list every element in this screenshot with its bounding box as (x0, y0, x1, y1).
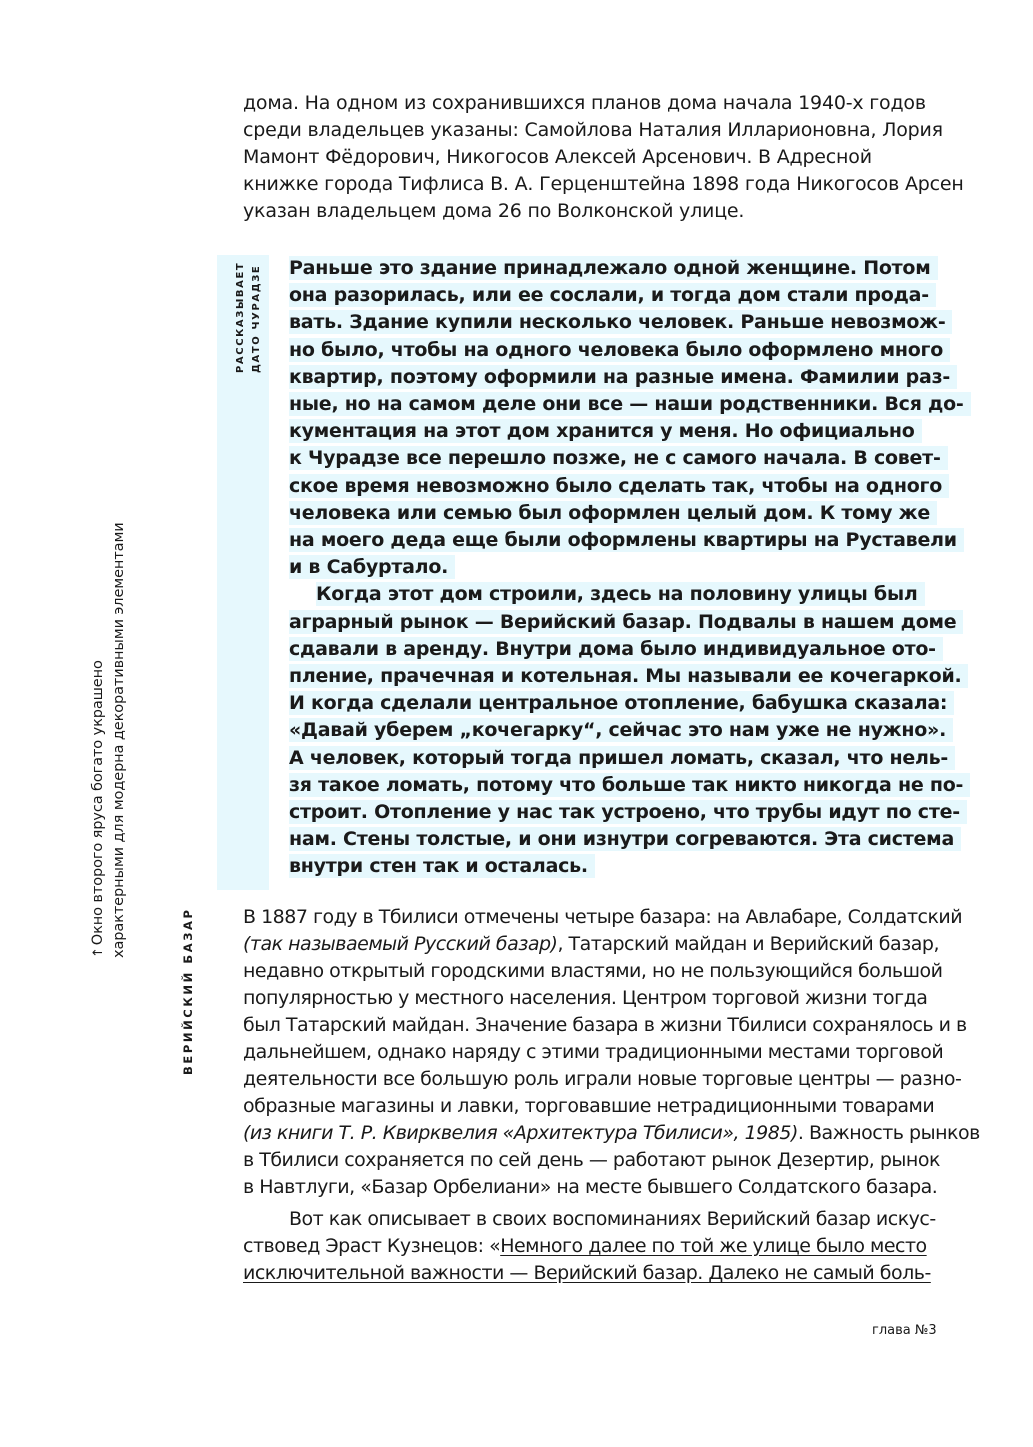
text-line: среди владельцев указаны: Самойлова Наталия Илларионовна, Лория (243, 119, 943, 141)
quote-line: вать. Здание купили несколько человек. Раньше невозмож- (289, 310, 952, 334)
text-line (243, 1260, 935, 1287)
quote-line: внутри стен так и осталась. (289, 854, 595, 878)
text-line: дома. На одном из сохранившихся планов дома начала 1940-х годов (243, 92, 926, 114)
text-line: деятельности все большую роль играли новые торговые центры — разно- (243, 1068, 962, 1090)
text-line (243, 1120, 980, 1147)
quote-narrator-label: РАССКАЗЫВАЕТ (235, 261, 246, 373)
text-line: был Татарский майдан. Значение базара в жизни Тбилиси сохранялось и в (243, 1014, 967, 1036)
text-fragment: Вот как описывает в своих воспоминаниях Верийский базар искус- (289, 1208, 936, 1230)
quote-line: Раньше это здание принадлежало одной женщине. Потом (289, 256, 938, 280)
quote-line: она разорилась, или ее сослали, и тогда дом стали прода- (289, 283, 936, 307)
text-fragment: , Татарский майдан и Верийский базар, (557, 933, 940, 955)
quote-line: кументация на этот дом хранится у меня. Но официально (289, 419, 922, 443)
quote-link[interactable]: Немного далее по той же улице было место (500, 1235, 927, 1257)
quote-narrator-name: ДАТО ЧУРАДЗЕ (251, 264, 262, 373)
quote-line: аграрный рынок — Верийский базар. Подвалы в нашем доме (289, 610, 963, 634)
text-line: недавно открытый городскими властями, но не пользующийся большой (243, 960, 943, 982)
quote-line: ское время невозможно было сделать так, чтобы на одного (289, 474, 949, 498)
arrow-up-icon: ↑ (91, 947, 106, 958)
quote-line: «Давай уберем „кочегарку“, сейчас это нам уже не нужно». (289, 718, 953, 742)
quote-line: на моего деда еще были оформлены квартиры на Руставели (289, 528, 964, 552)
text-line: дальнейшем, однако наряду с этими традиционными местами торговой (243, 1041, 944, 1063)
quote-line: пление, прачечная и котельная. Мы называли ее кочегаркой. (289, 664, 968, 688)
quote-line: ные, но на самом деле они все — наши родственники. Вся до- (289, 392, 971, 416)
text-line (243, 931, 940, 958)
quote-line: А человек, который тогда пришел ломать, сказал, что нель- (289, 746, 955, 770)
text-line: популярностью у местного населения. Центром торговой жизни тогда (243, 987, 928, 1009)
quote-line: и в Сабуртало. (289, 555, 455, 579)
section-heading: ВЕРИЙСКИЙ БАЗАР (181, 907, 195, 1075)
quote-line: квартир, поэтому оформили на разные имена. Фамилии раз- (289, 365, 957, 389)
quote-line: И когда сделали центральное отопление, бабушка сказала: (289, 691, 954, 715)
text-line: Мамонт Фёдорович, Никогосов Алексей Арсенович. В Адресной (243, 146, 872, 168)
body-text-top (243, 90, 964, 225)
text-line (243, 1206, 935, 1233)
caption-line: характерными для модерна декоративными элементами (111, 522, 127, 958)
photo-caption (88, 522, 129, 958)
quote-link[interactable]: исключительной важности — Верийский базар. Далеко не самый боль- (243, 1262, 931, 1284)
text-line: В 1887 году в Тбилиси отмечены четыре базара: на Авлабаре, Солдатский (243, 906, 963, 928)
source-citation: (из книги Т. Р. Квирквелия «Архитектура Тбилиси», 1985) (243, 1122, 798, 1144)
text-line: образные магазины и лавки, торговавшие нетрадиционными товарами (243, 1095, 935, 1117)
quote-line: нам. Стены толстые, и они изнутри согреваются. Эта система (289, 827, 961, 851)
text-fragment: . Важность рынков (797, 1122, 980, 1144)
text-line: в Тбилиси сохраняется по сей день — работают рынок Дезертир, рынок (243, 1149, 940, 1171)
text-fragment: ствовед Эраст Кузнецов: « (243, 1235, 501, 1257)
chapter-folio: глава №3 (872, 1323, 937, 1338)
text-line: книжке города Тифлиса В. А. Герценштейна 1898 года Никогосов Арсен (243, 173, 964, 195)
text-line: указан владельцем дома 26 по Волконской улице. (243, 200, 745, 222)
quote-line: к Чурадзе все перешло позже, не с самого начала. В совет- (289, 446, 948, 470)
text-line (243, 1233, 935, 1260)
text-line: в Навтлуги, «Базар Орбелиани» на месте бывшего Солдатского базара. (243, 1176, 938, 1198)
quote-line: человека или семью был оформлен целый дом. К тому же (289, 501, 937, 525)
quote-line: строит. Отопление у нас так устроено, что трубы идут по сте- (289, 800, 967, 824)
interview-quote (289, 255, 964, 881)
body-text-bottom (243, 904, 980, 1287)
italic-aside: (так называемый Русский базар) (243, 933, 558, 955)
quote-line: сдавали в аренду. Внутри дома было индивидуальное ото- (289, 637, 943, 661)
quote-line: зя такое ломать, потому что больше так никто никогда не по- (289, 773, 970, 797)
caption-line: Окно второго яруса богато украшено (90, 660, 106, 946)
quote-line: Когда этот дом строили, здесь на половину улицы был (316, 582, 925, 606)
quote-line: но было, чтобы на одного человека было оформлено много (289, 338, 950, 362)
